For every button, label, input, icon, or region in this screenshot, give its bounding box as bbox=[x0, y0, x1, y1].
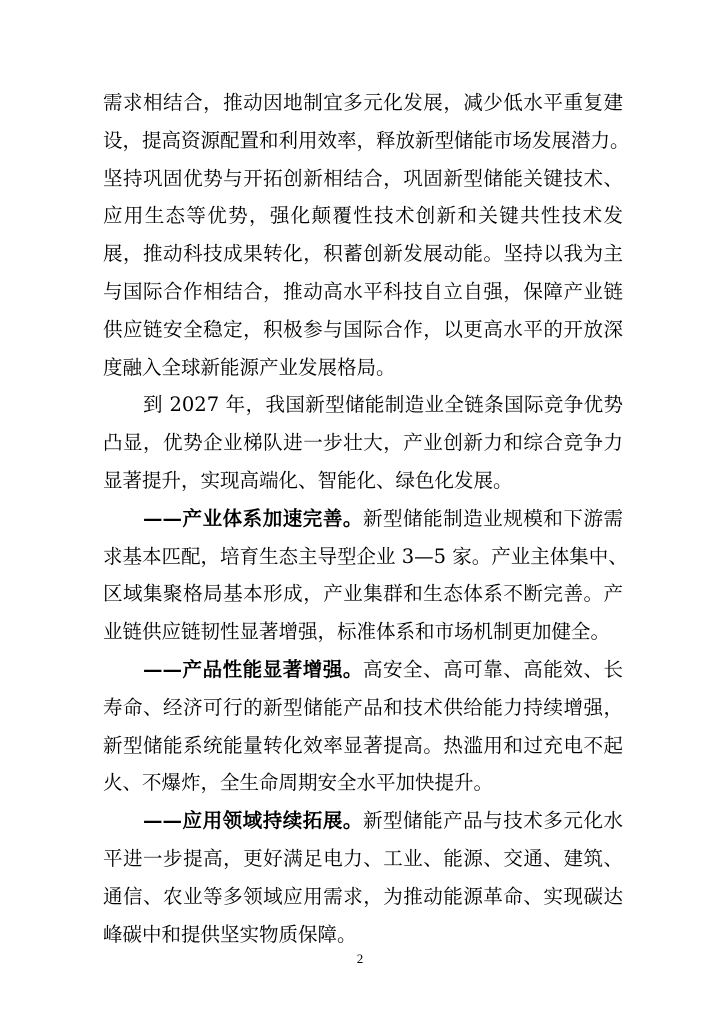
text-run: 新型储能产品与技术多元化水 bbox=[362, 809, 623, 833]
paragraph-heading: ——产品性能显著增强。 bbox=[143, 657, 363, 681]
paragraph bbox=[103, 84, 630, 386]
text-line: 平进一步提高，更好满足电力、工业、能源、交通、建筑、 bbox=[103, 846, 623, 870]
text-line: 火、不爆炸，全生命周期安全水平加快提升。 bbox=[103, 771, 494, 795]
text-run: 高安全、高可靠、高能效、长 bbox=[362, 657, 623, 681]
body-text bbox=[103, 84, 630, 953]
text-line: 与国际合作相结合，推动高水平科技自立自强，保障产业链 bbox=[103, 279, 623, 303]
text-line: 坚持巩固优势与开拓创新相结合，巩固新型储能关键技术、 bbox=[103, 166, 623, 190]
paragraph bbox=[103, 651, 623, 802]
text-line: 应用生态等优势，强化颠覆性技术创新和关键共性技术发 bbox=[103, 204, 623, 228]
paragraph bbox=[103, 386, 623, 499]
text-line: 求基本匹配，培育生态主导型企业 3—5 家。产业主体集中、 bbox=[103, 544, 628, 568]
text-line bbox=[103, 651, 623, 689]
text-line: 凸显，优势企业梯队进一步壮大，产业创新力和综合竞争力 bbox=[103, 431, 623, 455]
text-run: 新型储能制造业规模和下游需 bbox=[362, 506, 623, 530]
text-line: 通信、农业等多领域应用需求，为推动能源革命、实现碳达 bbox=[103, 884, 623, 908]
text-line bbox=[103, 802, 623, 840]
text-line: 需求相结合，推动因地制宜多元化发展，减少低水平重复建 bbox=[103, 91, 623, 114]
text-line: 显著提升，实现高端化、智能化、绿色化发展。 bbox=[103, 468, 513, 492]
text-line: 度融入全球新能源产业发展格局。 bbox=[103, 355, 396, 379]
paragraph-heading: ——应用领域持续拓展。 bbox=[143, 809, 363, 833]
text-line: 区域集聚格局基本形成，产业集群和生态体系不断完善。产 bbox=[103, 582, 623, 606]
page-number: 2 bbox=[356, 951, 364, 966]
text-line bbox=[103, 500, 623, 538]
text-line: 设，提高资源配置和利用效率，释放新型储能市场发展潜力。 bbox=[103, 128, 630, 152]
text-line: 展，推动科技成果转化，积蓄创新发展动能。坚持以我为主 bbox=[103, 242, 623, 266]
text-line: 业链供应链韧性显著增强，标准体系和市场机制更加健全。 bbox=[103, 620, 611, 644]
text-line: 峰碳中和提供坚实物质保障。 bbox=[103, 922, 357, 946]
paragraph-heading: ——产业体系加速完善。 bbox=[143, 506, 363, 530]
text-line: 到 2027 年，我国新型储能制造业全链条国际竞争优势 bbox=[143, 393, 623, 417]
paragraph bbox=[103, 500, 628, 651]
text-line: 供应链安全稳定，积极参与国际合作，以更高水平的开放深 bbox=[103, 317, 623, 341]
text-line: 新型储能系统能量转化效率显著提高。热滥用和过充电不起 bbox=[103, 733, 623, 757]
paragraph bbox=[103, 802, 623, 953]
text-line: 寿命、经济可行的新型储能产品和技术供给能力持续增强， bbox=[103, 695, 623, 719]
